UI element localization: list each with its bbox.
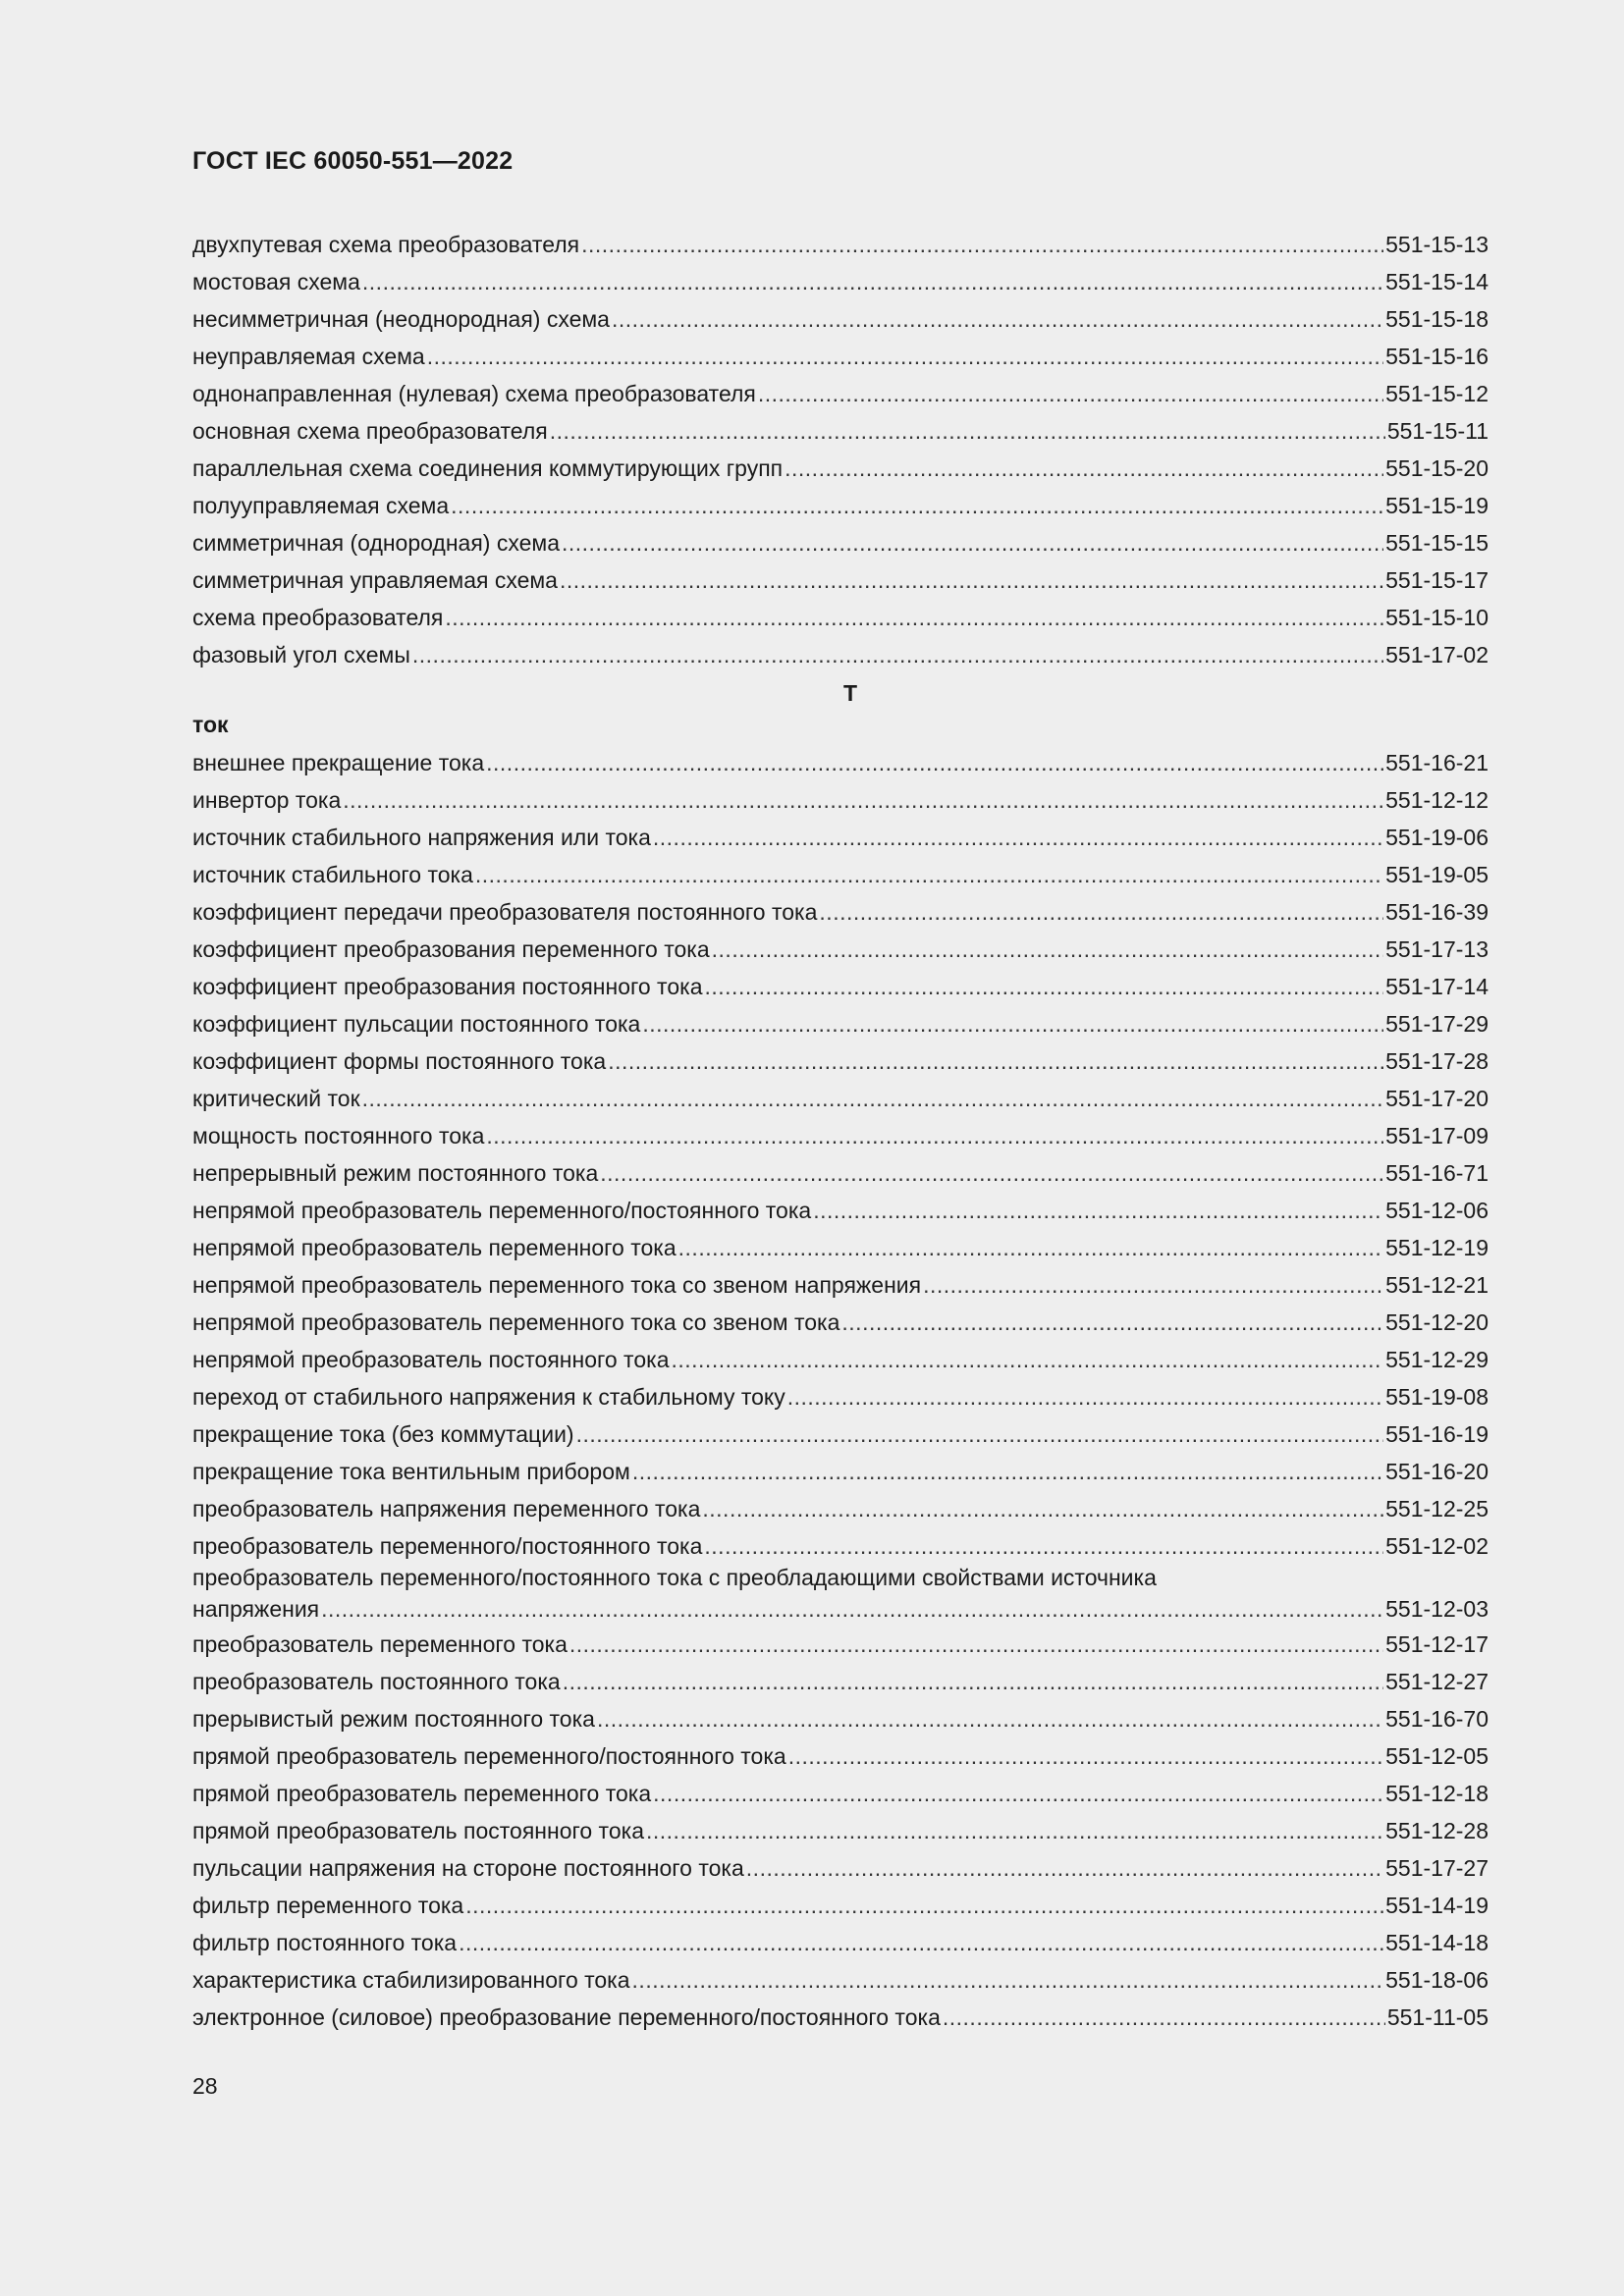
dot-leader xyxy=(459,1926,1383,1959)
index-entry xyxy=(192,1661,1489,1698)
index-term: коэффициент преобразования переменного тока xyxy=(192,936,710,962)
index-term: фильтр постоянного тока xyxy=(192,1930,458,1955)
dot-leader xyxy=(671,1343,1383,1376)
dot-leader xyxy=(632,1963,1384,1997)
index-ref: 551-12-03 xyxy=(1385,1596,1489,1622)
index-ref: 551-18-06 xyxy=(1385,1967,1489,1993)
dot-leader xyxy=(653,1777,1383,1810)
dot-leader xyxy=(427,340,1383,373)
dot-leader xyxy=(600,1156,1383,1190)
dot-leader xyxy=(704,1529,1383,1563)
index-ref: 551-19-06 xyxy=(1385,825,1489,850)
letter-heading: Т xyxy=(842,680,858,706)
index-term: основная схема преобразователя xyxy=(192,418,548,444)
index-ref: 551-17-09 xyxy=(1385,1123,1489,1148)
term-index xyxy=(192,224,1489,2034)
dot-leader xyxy=(569,1628,1383,1661)
index-term: непрямой преобразователь переменного тока со звеном напряжения xyxy=(192,1272,922,1298)
index-term: коэффициент формы постоянного тока xyxy=(192,1048,607,1074)
dot-leader xyxy=(646,1814,1383,1847)
index-entry xyxy=(192,1885,1489,1922)
index-entry xyxy=(192,1264,1489,1302)
index-term-line1: преобразователь переменного/постоянного тока с преобладающими свойствами источника xyxy=(192,1565,1157,1590)
dot-leader xyxy=(758,377,1383,410)
index-term: пульсации напряжения на стороне постоянного тока xyxy=(192,1855,744,1881)
index-ref: 551-15-16 xyxy=(1385,344,1489,369)
index-ref: 551-12-12 xyxy=(1385,787,1489,813)
index-term: полууправляемая схема xyxy=(192,493,450,518)
index-term: непрямой преобразователь переменного/постоянного тока xyxy=(192,1198,812,1223)
index-ref: 551-15-18 xyxy=(1385,306,1489,332)
page-number: 28 xyxy=(192,2073,218,2099)
index-entry xyxy=(192,854,1489,891)
index-entry xyxy=(192,1414,1489,1451)
index-term: инвертор тока xyxy=(192,787,342,813)
index-entry xyxy=(192,224,1489,261)
index-term: коэффициент преобразования постоянного тока xyxy=(192,974,703,999)
index-term-line2: напряжения xyxy=(192,1596,320,1622)
index-ref: 551-15-11 xyxy=(1386,418,1489,444)
index-term: коэффициент передачи преобразователя постоянного тока xyxy=(192,899,818,925)
index-term: непрямой преобразователь постоянного тока xyxy=(192,1347,670,1372)
dot-leader xyxy=(412,638,1383,671)
index-ref: 551-15-15 xyxy=(1385,530,1489,556)
index-term: прекращение тока (без коммутации) xyxy=(192,1421,574,1447)
index-ref: 551-16-20 xyxy=(1385,1459,1489,1484)
index-ref: 551-17-13 xyxy=(1385,936,1489,962)
index-ref: 551-15-13 xyxy=(1385,232,1489,257)
index-entry xyxy=(192,298,1489,336)
index-ref: 551-12-21 xyxy=(1385,1272,1489,1298)
dot-leader xyxy=(653,821,1383,854)
index-ref: 551-14-19 xyxy=(1385,1893,1489,1918)
dot-leader xyxy=(563,1665,1383,1698)
dot-leader xyxy=(746,1851,1383,1885)
index-term: непрямой преобразователь переменного тока со звеном тока xyxy=(192,1309,840,1335)
index-ref: 551-16-39 xyxy=(1385,899,1489,925)
dot-leader xyxy=(678,1231,1383,1264)
dot-leader xyxy=(705,970,1384,1003)
index-term: преобразователь переменного/постоянного тока xyxy=(192,1533,703,1559)
index-ref: 551-17-02 xyxy=(1385,642,1489,667)
index-term: неуправляемая схема xyxy=(192,344,425,369)
index-ref: 551-12-18 xyxy=(1385,1781,1489,1806)
index-entry xyxy=(192,448,1489,485)
index-entry xyxy=(192,779,1489,817)
index-entry xyxy=(192,1525,1489,1563)
index-entry xyxy=(192,410,1489,448)
index-ref: 551-16-19 xyxy=(1385,1421,1489,1447)
index-entry xyxy=(192,1773,1489,1810)
index-entry xyxy=(192,597,1489,634)
index-entry xyxy=(192,891,1489,929)
index-term: коэффициент пульсации постоянного тока xyxy=(192,1011,641,1037)
index-entry xyxy=(192,1810,1489,1847)
index-entry xyxy=(192,1997,1489,2034)
index-term: преобразователь переменного тока xyxy=(192,1631,568,1657)
index-ref: 551-12-02 xyxy=(1385,1533,1489,1559)
index-group-t2 xyxy=(192,1624,1489,2034)
index-entry xyxy=(192,929,1489,966)
index-term: мостовая схема xyxy=(192,269,360,294)
index-ref: 551-12-06 xyxy=(1385,1198,1489,1223)
index-ref: 551-15-17 xyxy=(1385,567,1489,593)
index-entry xyxy=(192,1190,1489,1227)
dot-leader xyxy=(486,746,1383,779)
index-entry xyxy=(192,634,1489,671)
index-ref: 551-16-70 xyxy=(1385,1706,1489,1732)
index-term: мощность постоянного тока xyxy=(192,1123,485,1148)
index-entry xyxy=(192,1152,1489,1190)
index-ref: 551-11-05 xyxy=(1386,2004,1489,2030)
index-entry xyxy=(192,1003,1489,1041)
index-group-s xyxy=(192,224,1489,671)
index-entry xyxy=(192,1227,1489,1264)
index-ref: 551-16-21 xyxy=(1385,750,1489,775)
index-ref: 551-15-14 xyxy=(1385,269,1489,294)
index-ref: 551-15-10 xyxy=(1385,605,1489,630)
index-ref: 551-16-71 xyxy=(1385,1160,1489,1186)
dot-leader xyxy=(475,858,1383,891)
dot-leader xyxy=(785,452,1383,485)
index-ref: 551-12-28 xyxy=(1385,1818,1489,1843)
index-ref: 551-12-17 xyxy=(1385,1631,1489,1657)
index-entry xyxy=(192,1078,1489,1115)
index-ref: 551-17-20 xyxy=(1385,1086,1489,1111)
index-ref: 551-12-20 xyxy=(1385,1309,1489,1335)
dot-leader xyxy=(943,2001,1385,2034)
index-entry xyxy=(192,261,1489,298)
index-entry xyxy=(192,1624,1489,1661)
index-ref: 551-12-25 xyxy=(1385,1496,1489,1522)
index-ref: 551-14-18 xyxy=(1385,1930,1489,1955)
index-entry xyxy=(192,966,1489,1003)
index-entry xyxy=(192,1847,1489,1885)
index-entry xyxy=(192,1959,1489,1997)
index-entry xyxy=(192,1041,1489,1078)
dot-leader xyxy=(819,895,1383,929)
index-term: прекращение тока вентильным прибором xyxy=(192,1459,630,1484)
index-term: прерывистый режим постоянного тока xyxy=(192,1706,595,1732)
index-ref: 551-12-27 xyxy=(1385,1669,1489,1694)
dot-leader xyxy=(343,783,1383,817)
index-entry xyxy=(192,1115,1489,1152)
index-entry xyxy=(192,336,1489,373)
index-term: преобразователь постоянного тока xyxy=(192,1669,561,1694)
index-entry-wrapped xyxy=(192,1563,1489,1624)
dot-leader xyxy=(712,933,1383,966)
index-term: внешнее прекращение тока xyxy=(192,750,485,775)
index-ref: 551-19-05 xyxy=(1385,862,1489,887)
dot-leader xyxy=(642,1007,1383,1041)
index-term: электронное (силовое) преобразование переменного/постоянного тока xyxy=(192,2004,941,2030)
index-ref: 551-19-08 xyxy=(1385,1384,1489,1410)
dot-leader xyxy=(445,601,1383,634)
index-term: схема преобразователя xyxy=(192,605,444,630)
dot-leader xyxy=(581,228,1383,261)
index-entry xyxy=(192,1698,1489,1735)
dot-leader xyxy=(451,489,1383,522)
dot-leader xyxy=(787,1380,1383,1414)
dot-leader xyxy=(465,1889,1383,1922)
index-ref: 551-15-20 xyxy=(1385,455,1489,481)
group-heading: ток xyxy=(192,712,229,737)
index-ref: 551-15-12 xyxy=(1385,381,1489,406)
index-ref: 551-12-05 xyxy=(1385,1743,1489,1769)
index-entry xyxy=(192,817,1489,854)
index-term: непрямой преобразователь переменного тока xyxy=(192,1235,677,1260)
dot-leader xyxy=(813,1194,1383,1227)
dot-leader xyxy=(362,265,1383,298)
index-term: критический ток xyxy=(192,1086,360,1111)
index-term: симметричная (однородная) схема xyxy=(192,530,560,556)
dot-leader xyxy=(632,1455,1383,1488)
index-term: характеристика стабилизированного тока xyxy=(192,1967,630,1993)
index-term: двухпутевая схема преобразователя xyxy=(192,232,580,257)
index-entry xyxy=(192,1451,1489,1488)
index-entry xyxy=(192,1922,1489,1959)
dot-leader xyxy=(560,563,1383,597)
index-group-t xyxy=(192,742,1489,1563)
index-entry xyxy=(192,742,1489,779)
index-term: источник стабильного напряжения или тока xyxy=(192,825,651,850)
index-ref: 551-17-28 xyxy=(1385,1048,1489,1074)
index-ref: 551-17-29 xyxy=(1385,1011,1489,1037)
index-term: симметричная управляемая схема xyxy=(192,567,558,593)
index-term: прямой преобразователь переменного тока xyxy=(192,1781,652,1806)
index-ref: 551-12-19 xyxy=(1385,1235,1489,1260)
dot-leader xyxy=(486,1119,1383,1152)
dot-leader xyxy=(923,1268,1383,1302)
document-header: ГОСТ IEC 60050-551—2022 xyxy=(192,147,514,175)
dot-leader xyxy=(841,1306,1383,1339)
index-entry xyxy=(192,1488,1489,1525)
dot-leader xyxy=(702,1492,1383,1525)
index-ref: 551-17-27 xyxy=(1385,1855,1489,1881)
index-term: несимметричная (неоднородная) схема xyxy=(192,306,610,332)
dot-leader xyxy=(576,1417,1384,1451)
index-ref: 551-15-19 xyxy=(1385,493,1489,518)
index-term: параллельная схема соединения коммутирующих групп xyxy=(192,455,784,481)
index-entry xyxy=(192,1302,1489,1339)
index-term: фазовый угол схемы xyxy=(192,642,410,667)
index-entry xyxy=(192,373,1489,410)
index-term: однонаправленная (нулевая) схема преобразователя xyxy=(192,381,756,406)
index-entry xyxy=(192,485,1489,522)
dot-leader xyxy=(362,1082,1384,1115)
dot-leader xyxy=(321,1594,1383,1624)
index-term: фильтр переменного тока xyxy=(192,1893,464,1918)
dot-leader xyxy=(608,1044,1383,1078)
dot-leader xyxy=(788,1739,1383,1773)
index-term: переход от стабильного напряжения к стабильному току xyxy=(192,1384,785,1410)
dot-leader xyxy=(550,414,1385,448)
index-ref: 551-17-14 xyxy=(1385,974,1489,999)
index-entry xyxy=(192,560,1489,597)
index-entry xyxy=(192,1735,1489,1773)
dot-leader xyxy=(597,1702,1383,1735)
index-term: прямой преобразователь переменного/постоянного тока xyxy=(192,1743,786,1769)
index-term: преобразователь напряжения переменного тока xyxy=(192,1496,701,1522)
index-entry xyxy=(192,1339,1489,1376)
dot-leader xyxy=(612,302,1383,336)
index-entry xyxy=(192,1376,1489,1414)
dot-leader xyxy=(562,526,1383,560)
index-ref: 551-12-29 xyxy=(1385,1347,1489,1372)
index-term: непрерывный режим постоянного тока xyxy=(192,1160,599,1186)
index-term: источник стабильного тока xyxy=(192,862,473,887)
index-term: прямой преобразователь постоянного тока xyxy=(192,1818,644,1843)
index-entry xyxy=(192,522,1489,560)
